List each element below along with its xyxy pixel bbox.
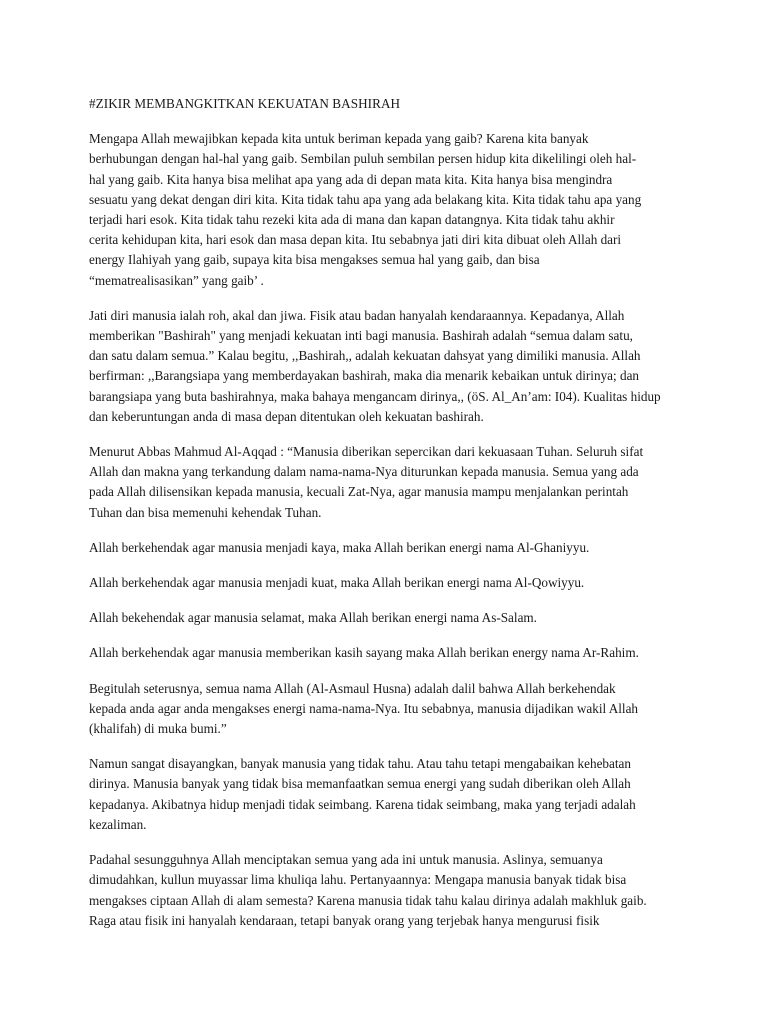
paragraph-line: kezaliman. [89,816,147,832]
paragraph-7 [89,643,688,663]
paragraph-line: Allah dan makna yang terkandung dalam nama-nama-Nya diturunkan kepada manusia. Semua yang ada [89,464,639,480]
paragraph-line: barangsiapa yang buta bashirahnya, maka bahaya mengancam dirinya,, (öS. Al_An’am: I04). Kualitas hidup [89,388,661,404]
paragraph-line: Mengapa Allah mewajibkan kepada kita untuk beriman kepada yang gaib? Karena kita banyak [89,131,589,147]
paragraph-line: Allah berkehendak agar manusia memberikan kasih sayang maka Allah berikan energy nama Ar-Rahim. [89,645,639,661]
paragraph-line: memberikan "Bashirah" yang menjadi kekuatan inti bagi manusia. Bashirah adalah “semua dalam satu, [89,328,633,344]
paragraph-line: (khalifah) di muka bumi.” [89,721,227,737]
paragraph-line: hal yang gaib. Kita hanya bisa melihat apa yang ada di depan mata kita. Kita hanya bisa mengindra [89,171,613,187]
paragraph-6 [89,608,688,628]
paragraph-line: energy Ilahiyah yang gaib, supaya kita bisa mengakses semua hal yang gaib, dan bisa [89,252,540,268]
paragraph-line: Raga atau fisik ini hanyalah kendaraan, tetapi banyak orang yang terjebak hanya mengurusi fisik [89,912,600,928]
paragraph-9 [89,754,688,835]
paragraph-line: Allah bekehendak agar manusia selamat, maka Allah berikan energi nama As-Salam. [89,610,537,626]
paragraph-line: Menurut Abbas Mahmud Al-Aqqad : “Manusia diberikan sepercikan dari kekuasaan Tuhan. Seluruh sifat [89,444,644,460]
paragraph-line: dimudahkan, kullun muyassar lima khuliqa lahu. Pertanyaannya: Mengapa manusia banyak tidak bisa [89,872,627,888]
paragraph-line: sesuatu yang dekat dengan diri kita. Kita tidak tahu apa yang ada belakang kita. Kita tidak tahu apa yang [89,191,642,207]
paragraph-line: berfirman: ,,Barangsiapa yang memberdayakan bashirah, maka dia menarik kebaikan untuk dirinya; dan [89,368,640,384]
paragraph-line: berhubungan dengan hal-hal yang gaib. Sembilan puluh sembilan persen hidup kita dikelilingi oleh hal- [89,151,637,167]
paragraph-line: kepadanya. Akibatnya hidup menjadi tidak seimbang. Karena tidak seimbang, maka yang terjadi adalah [89,796,636,812]
paragraph-line: kepada anda agar anda mengakses energi nama-nama-Nya. Itu sebabnya, manusia dijadikan wakil Allah [89,700,639,716]
paragraph-1 [89,129,688,291]
paragraph-line: Allah berkehendak agar manusia menjadi kaya, maka Allah berikan energi nama Al-Ghaniyyu. [89,539,590,555]
paragraph-line: Tuhan dan bisa memenuhi kehendak Tuhan. [89,504,322,520]
paragraph-line: pada Allah dilisensikan kepada manusia, kecuali Zat-Nya, agar manusia mampu menjalankan perintah [89,484,629,500]
paragraph-line: Namun sangat disayangkan, banyak manusia yang tidak tahu. Atau tahu tetapi mengabaikan kehebatan [89,756,631,772]
paragraph-line: “mematrealisasikan” yang gaib’ . [89,272,264,288]
paragraph-line: Jati diri manusia ialah roh, akal dan jiwa. Fisik atau badan hanyalah kendaraannya. Kepadanya, Allah [89,307,625,323]
paragraph-10 [89,850,688,931]
paragraph-line: dan satu dalam semua.” Kalau begitu, ,,Bashirah,, adalah kekuatan dahsyat yang dimiliki manusia. Allah [89,348,641,364]
document-title: #ZIKIR MEMBANGKITKAN KEKUATAN BASHIRAH [89,96,401,111]
paragraph-line: dan keberuntungan anda di masa depan ditentukan oleh kekuatan bashirah. [89,408,484,424]
paragraph-line: terjadi hari esok. Kita tidak tahu rezeki kita ada di mana dan kapan datangnya. Kita tidak tahu akhir [89,212,615,228]
paragraph-line: Allah berkehendak agar manusia menjadi kuat, maka Allah berikan energi nama Al-Qowiyyu. [89,575,585,591]
paragraph-line: mengakses ciptaan Allah di alam semesta? Karena manusia tidak tahu kalau dirinya adalah makhluk gaib. [89,892,647,908]
paragraph-line: dirinya. Manusia banyak yang tidak bisa memanfaatkan semua energi yang sudah diberikan oleh Allah [89,776,631,792]
paragraph-4 [89,538,688,558]
paragraph-line: Padahal sesungguhnya Allah menciptakan semua yang ada ini untuk manusia. Aslinya, semuanya [89,852,603,868]
paragraph-8 [89,679,688,740]
paragraph-line: Begitulah seterusnya, semua nama Allah (Al-Asmaul Husna) adalah dalil bahwa Allah berkehendak [89,680,616,696]
paragraph-5 [89,573,688,593]
paragraph-2 [89,306,688,427]
paragraph-3 [89,442,688,523]
paragraph-line: cerita kehidupan kita, hari esok dan masa depan kita. Itu sebabnya jati diri kita dibuat oleh Allah dari [89,232,622,248]
